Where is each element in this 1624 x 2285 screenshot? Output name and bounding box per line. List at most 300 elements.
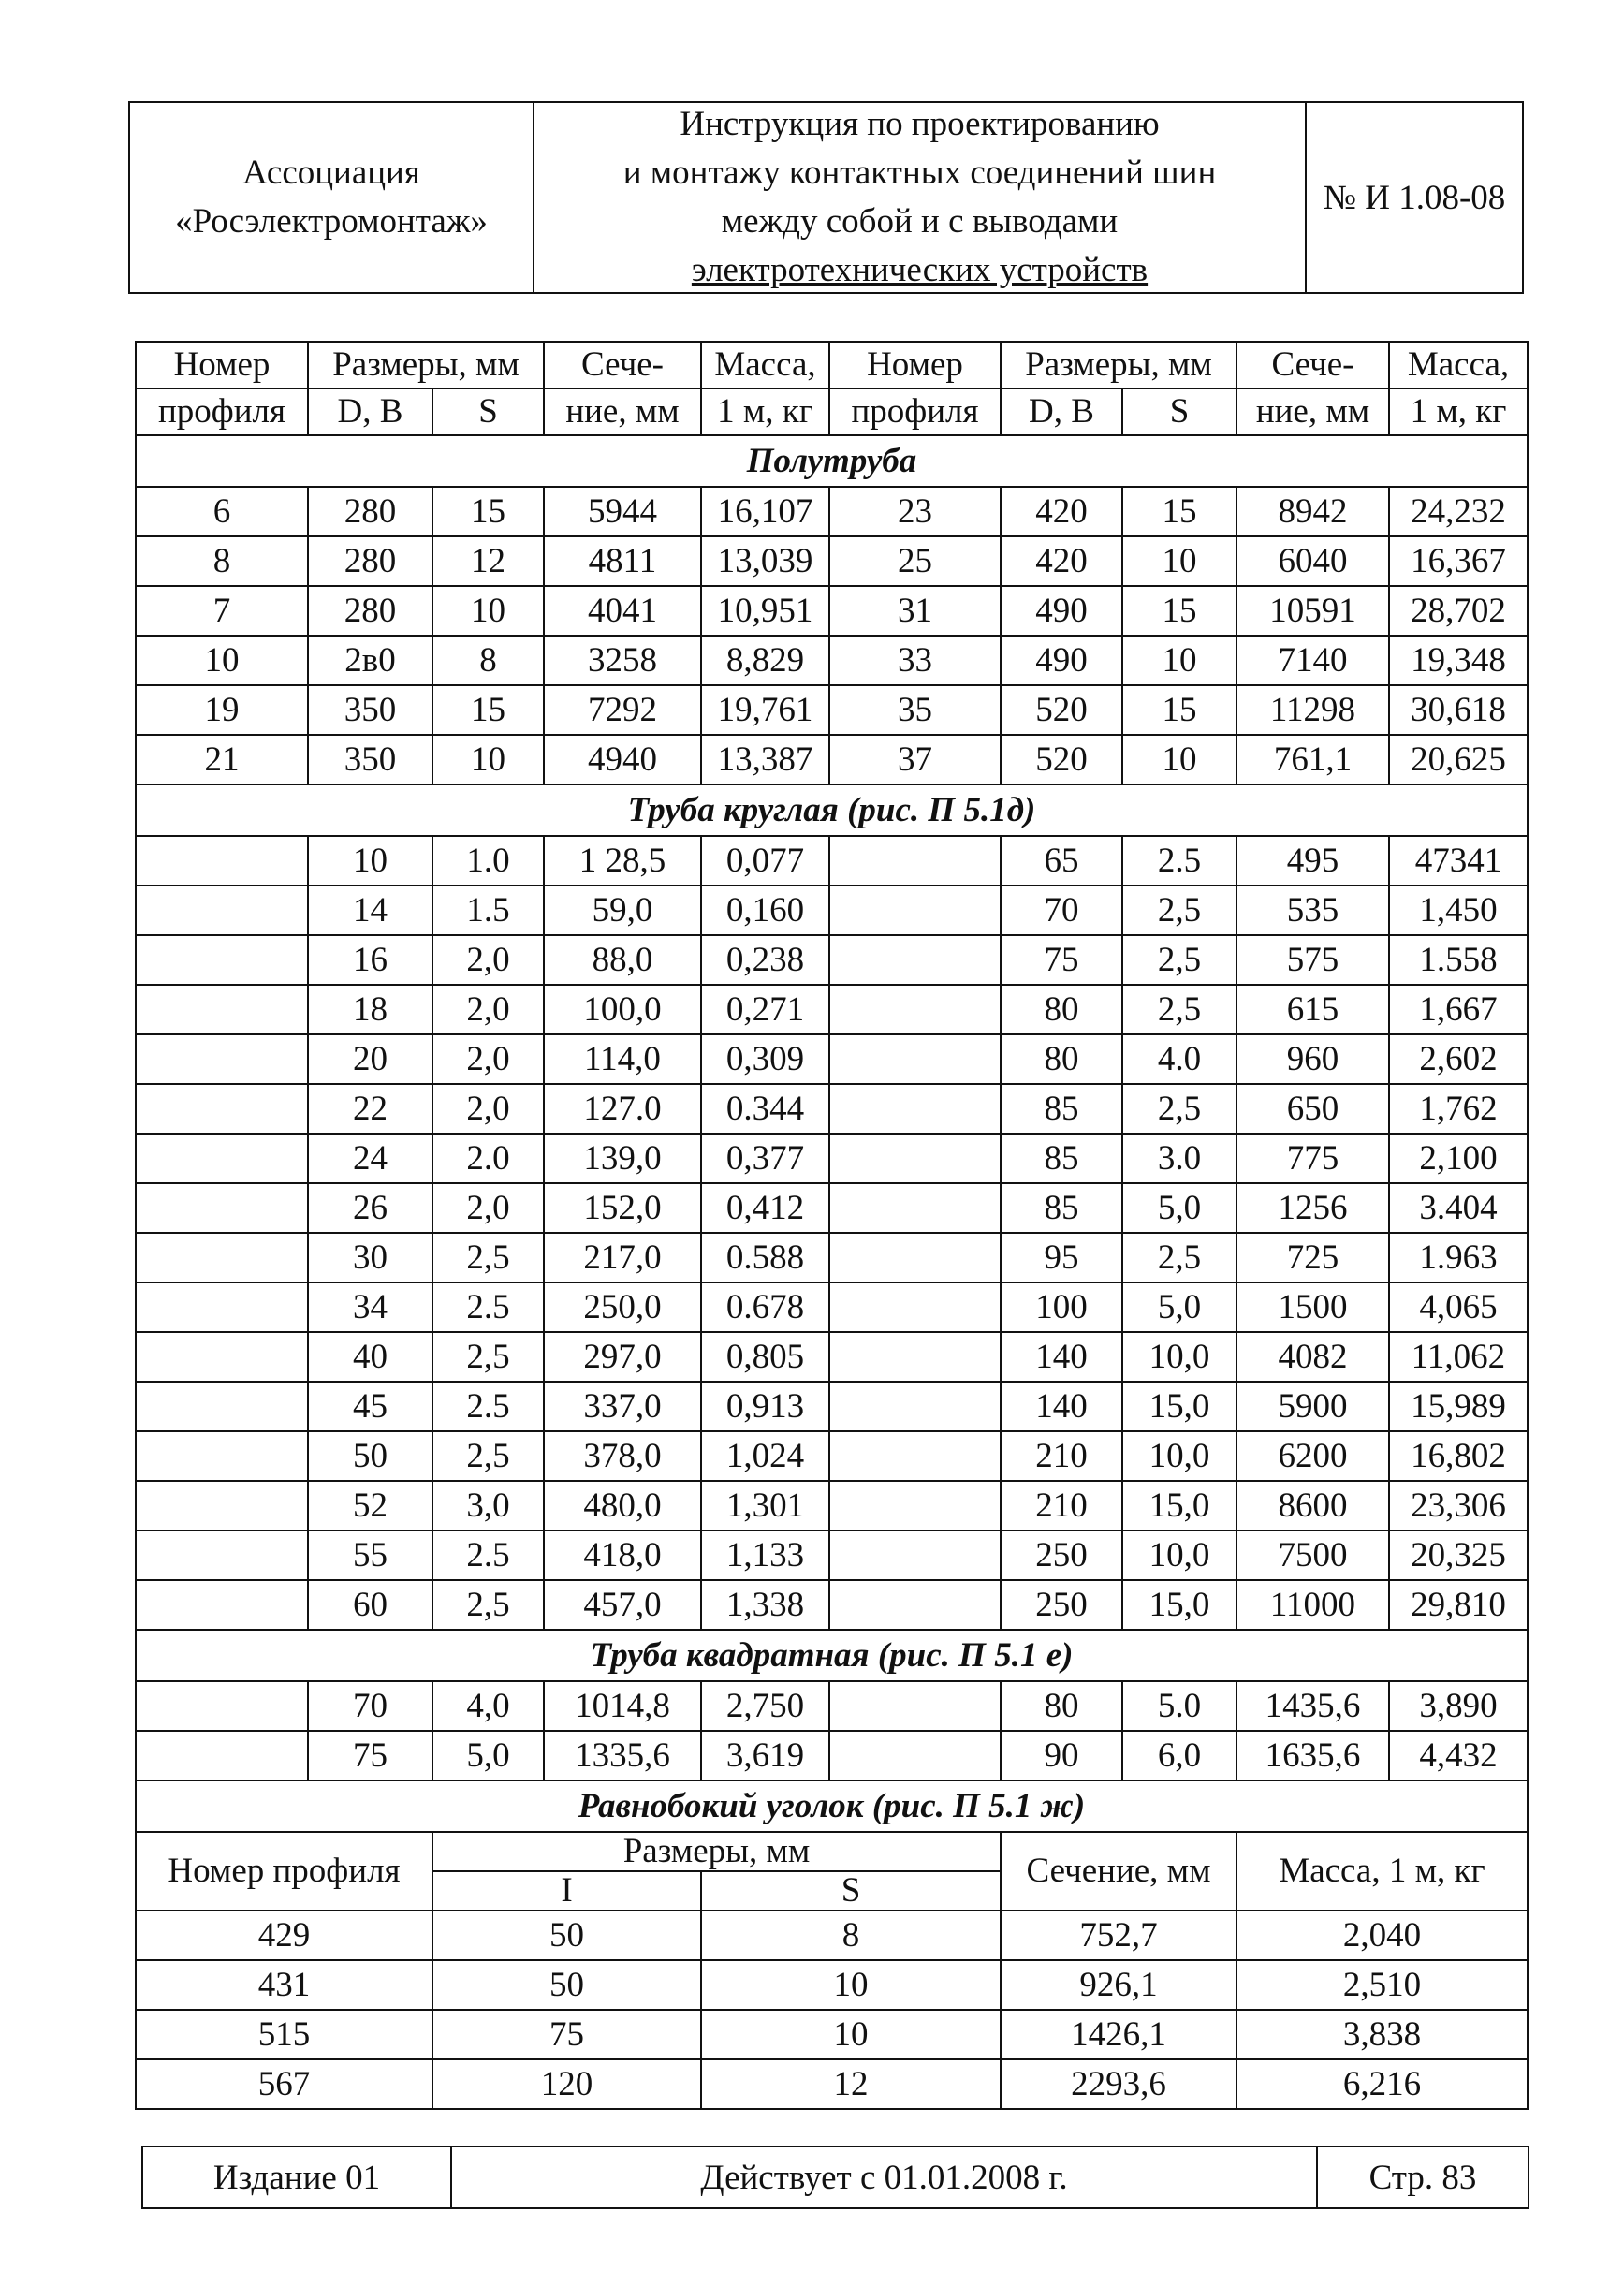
table-cell [136, 935, 308, 985]
table-cell: 75 [1001, 935, 1122, 985]
table-cell: 1635,6 [1236, 1731, 1389, 1780]
table-cell: 6,0 [1122, 1731, 1236, 1780]
table-cell [829, 1084, 1001, 1134]
table-cell [136, 1233, 308, 1282]
table-row [136, 1531, 1528, 1580]
table-cell: 4,0 [432, 1681, 544, 1731]
table-cell [829, 1431, 1001, 1481]
table-row [136, 1332, 1528, 1382]
table-cell: 28,702 [1389, 586, 1528, 636]
table-cell: 140 [1001, 1382, 1122, 1431]
table-row [136, 1233, 1528, 1282]
table-cell: 52 [308, 1481, 432, 1531]
table-cell [136, 1681, 308, 1731]
table-cell: 2,0 [432, 935, 544, 985]
table-cell: 15,0 [1122, 1481, 1236, 1531]
table-cell: 2,5 [1122, 935, 1236, 985]
table-cell: 420 [1001, 487, 1122, 536]
table-row [136, 586, 1528, 636]
table-cell: 575 [1236, 935, 1389, 985]
table-cell: 650 [1236, 1084, 1389, 1134]
table-cell: 47341 [1389, 836, 1528, 886]
column-header-row-2 [136, 388, 1528, 435]
table-cell: 24 [308, 1134, 432, 1183]
table-cell [829, 1531, 1001, 1580]
table-cell: 1,450 [1389, 886, 1528, 935]
table-cell: 16,802 [1389, 1431, 1528, 1481]
profiles-table [135, 341, 1529, 2110]
table-cell: 20,625 [1389, 735, 1528, 784]
table-cell: 23,306 [1389, 1481, 1528, 1531]
table-cell: 2,5 [1122, 1084, 1236, 1134]
table-cell: 15,989 [1389, 1382, 1528, 1431]
table-row [136, 2059, 1528, 2109]
table-row [136, 1134, 1528, 1183]
table-cell: 2,040 [1236, 1911, 1528, 1960]
table-cell: 0.678 [701, 1282, 829, 1332]
table-cell: 10,0 [1122, 1332, 1236, 1382]
table-row [136, 1960, 1528, 2010]
table-cell: 210 [1001, 1431, 1122, 1481]
table-cell: 2,5 [432, 1580, 544, 1630]
table-cell: 217,0 [544, 1233, 701, 1282]
table-cell: 1,762 [1389, 1084, 1528, 1134]
table-cell [829, 1332, 1001, 1382]
table-cell: 752,7 [1001, 1911, 1236, 1960]
table-cell: 0,077 [701, 836, 829, 886]
section-title: Труба квадратная (рис. П 5.1 е) [136, 1630, 1528, 1681]
table-cell: 8 [136, 536, 308, 586]
table-row [136, 886, 1528, 935]
edition: Издание 01 [143, 2147, 452, 2207]
table-row [136, 1034, 1528, 1084]
angle-col-sizes: Размеры, мм [432, 1832, 1001, 1871]
table-cell [829, 836, 1001, 886]
table-cell: 7292 [544, 685, 701, 735]
angle-col-section: Сечение, мм [1001, 1832, 1236, 1911]
table-cell: 15,0 [1122, 1382, 1236, 1431]
table-cell: 0,271 [701, 985, 829, 1034]
table-cell: 297,0 [544, 1332, 701, 1382]
col-header-profile: профиля [829, 388, 1001, 435]
table-cell: 140 [1001, 1332, 1122, 1382]
table-cell [829, 1183, 1001, 1233]
table-cell: 3.0 [1122, 1134, 1236, 1183]
section-angle [136, 1780, 1528, 1832]
table-cell: 10 [1122, 636, 1236, 685]
table-row [136, 536, 1528, 586]
angle-col-mass: Масса, 1 м, кг [1236, 1832, 1528, 1911]
table-cell: 926,1 [1001, 1960, 1236, 2010]
table-cell: 23 [829, 487, 1001, 536]
table-cell: 8942 [1236, 487, 1389, 536]
table-cell: 350 [308, 685, 432, 735]
table-cell: 495 [1236, 836, 1389, 886]
table-cell: 1426,1 [1001, 2010, 1236, 2059]
col-header-s: S [432, 388, 544, 435]
table-cell: 5,0 [1122, 1282, 1236, 1332]
document-header [128, 101, 1524, 294]
table-row [136, 1431, 1528, 1481]
col-header-db: D, B [308, 388, 432, 435]
table-cell: 16,367 [1389, 536, 1528, 586]
table-cell: 1,301 [701, 1481, 829, 1531]
table-cell: 3.404 [1389, 1183, 1528, 1233]
table-cell: 15 [1122, 586, 1236, 636]
table-cell: 88,0 [544, 935, 701, 985]
table-cell: 31 [829, 586, 1001, 636]
table-cell: 19,761 [701, 685, 829, 735]
table-cell: 60 [308, 1580, 432, 1630]
table-cell: 10 [701, 1960, 1001, 2010]
table-cell: 7 [136, 586, 308, 636]
table-cell: 7140 [1236, 636, 1389, 685]
table-cell [136, 1382, 308, 1431]
table-cell: 2,100 [1389, 1134, 1528, 1183]
table-cell [136, 1481, 308, 1531]
table-cell: 1.558 [1389, 935, 1528, 985]
table-cell: 26 [308, 1183, 432, 1233]
table-cell [829, 1034, 1001, 1084]
table-cell: 70 [308, 1681, 432, 1731]
table-cell: 2,5 [432, 1233, 544, 1282]
table-cell: 2,5 [432, 1431, 544, 1481]
table-cell: 16 [308, 935, 432, 985]
col-header-mass: 1 м, кг [1389, 388, 1528, 435]
table-cell: 8 [701, 1911, 1001, 1960]
table-cell: 2,5 [1122, 1233, 1236, 1282]
col-header-s: S [1122, 388, 1236, 435]
table-cell: 1,024 [701, 1431, 829, 1481]
table-cell [829, 1134, 1001, 1183]
table-cell: 420 [1001, 536, 1122, 586]
table-cell: 210 [1001, 1481, 1122, 1531]
table-cell: 1335,6 [544, 1731, 701, 1780]
table-cell: 520 [1001, 735, 1122, 784]
table-cell: 10 [308, 836, 432, 886]
angle-col-s: S [701, 1871, 1001, 1911]
table-cell: 10 [136, 636, 308, 685]
table-cell: 22 [308, 1084, 432, 1134]
table-cell [136, 886, 308, 935]
table-cell: 2,5 [432, 1332, 544, 1382]
table-cell: 11000 [1236, 1580, 1389, 1630]
table-cell: 10 [432, 735, 544, 784]
table-cell [136, 985, 308, 1034]
table-cell: 19,348 [1389, 636, 1528, 685]
table-cell: 775 [1236, 1134, 1389, 1183]
table-row [136, 1183, 1528, 1233]
table-cell: 70 [1001, 886, 1122, 935]
table-cell: 40 [308, 1332, 432, 1382]
table-cell: 1,667 [1389, 985, 1528, 1034]
table-cell: 1.0 [432, 836, 544, 886]
table-cell [829, 1580, 1001, 1630]
col-header-db: D, B [1001, 388, 1122, 435]
table-row [136, 836, 1528, 886]
table-cell: 4082 [1236, 1332, 1389, 1382]
section-title: Равнобокий уголок (рис. П 5.1 ж) [136, 1780, 1528, 1832]
col-header-section: ние, мм [1236, 388, 1389, 435]
table-cell: 0,412 [701, 1183, 829, 1233]
table-cell [136, 1332, 308, 1382]
section-half-pipe [136, 435, 1528, 487]
table-cell: 37 [829, 735, 1001, 784]
table-cell: 2.5 [432, 1282, 544, 1332]
angle-header-row-1 [136, 1832, 1528, 1871]
table-cell: 10 [432, 586, 544, 636]
table-cell: 2в0 [308, 636, 432, 685]
org-line-2: «Росэлектромонтаж» [175, 202, 488, 241]
table-cell: 2293,6 [1001, 2059, 1236, 2109]
table-cell: 21 [136, 735, 308, 784]
table-cell: 378,0 [544, 1431, 701, 1481]
col-header-section: Сече- [544, 342, 701, 388]
table-row [136, 636, 1528, 685]
table-cell [829, 985, 1001, 1034]
table-cell: 4,432 [1389, 1731, 1528, 1780]
table-cell: 3,619 [701, 1731, 829, 1780]
table-cell: 100,0 [544, 985, 701, 1034]
table-cell: 1500 [1236, 1282, 1389, 1332]
table-cell [829, 1731, 1001, 1780]
table-cell: 1 28,5 [544, 836, 701, 886]
table-cell: 8 [432, 636, 544, 685]
section-round-pipe [136, 784, 1528, 836]
table-cell: 5,0 [432, 1731, 544, 1780]
table-cell: 3,890 [1389, 1681, 1528, 1731]
table-cell: 490 [1001, 586, 1122, 636]
table-cell: 10,0 [1122, 1531, 1236, 1580]
table-cell: 33 [829, 636, 1001, 685]
table-cell: 2,0 [432, 1034, 544, 1084]
table-cell: 45 [308, 1382, 432, 1431]
table-cell: 6 [136, 487, 308, 536]
table-cell: 5900 [1236, 1382, 1389, 1431]
table-cell [829, 1233, 1001, 1282]
table-cell: 12 [432, 536, 544, 586]
table-cell [829, 1481, 1001, 1531]
table-cell [829, 886, 1001, 935]
table-cell: 13,039 [701, 536, 829, 586]
table-cell: 2,750 [701, 1681, 829, 1731]
table-cell: 35 [829, 685, 1001, 735]
table-row [136, 1084, 1528, 1134]
table-row [136, 1911, 1528, 1960]
table-cell: 2.5 [432, 1531, 544, 1580]
table-cell [136, 1134, 308, 1183]
table-cell: 90 [1001, 1731, 1122, 1780]
table-cell: 2,510 [1236, 1960, 1528, 2010]
table-cell: 80 [1001, 1681, 1122, 1731]
col-header-mass: 1 м, кг [701, 388, 829, 435]
organization-name [130, 103, 534, 292]
table-row [136, 1382, 1528, 1431]
table-cell: 520 [1001, 685, 1122, 735]
table-cell: 7500 [1236, 1531, 1389, 1580]
table-cell: 337,0 [544, 1382, 701, 1431]
table-cell: 1256 [1236, 1183, 1389, 1233]
table-cell: 15 [432, 685, 544, 735]
table-cell: 12 [701, 2059, 1001, 2109]
table-cell: 50 [432, 1911, 701, 1960]
table-cell: 960 [1236, 1034, 1389, 1084]
document-title [534, 103, 1307, 292]
table-cell: 3,0 [432, 1481, 544, 1531]
col-header-sizes: Размеры, мм [308, 342, 544, 388]
table-cell: 250 [1001, 1580, 1122, 1630]
col-header-sizes: Размеры, мм [1001, 342, 1236, 388]
table-cell: 2.5 [1122, 836, 1236, 886]
valid-from: Действует с 01.01.2008 г. [452, 2147, 1318, 2207]
column-header-row-1 [136, 342, 1528, 388]
table-cell: 10,951 [701, 586, 829, 636]
table-cell: 1014,8 [544, 1681, 701, 1731]
angle-col-profile: Номер профиля [136, 1832, 432, 1911]
table-row [136, 985, 1528, 1034]
table-cell: 55 [308, 1531, 432, 1580]
table-cell: 2.0 [432, 1134, 544, 1183]
table-cell: 418,0 [544, 1531, 701, 1580]
table-cell: 2,602 [1389, 1034, 1528, 1084]
table-cell [136, 1183, 308, 1233]
table-cell: 11298 [1236, 685, 1389, 735]
section-square-pipe [136, 1630, 1528, 1681]
table-cell [136, 1034, 308, 1084]
table-row [136, 685, 1528, 735]
table-row [136, 735, 1528, 784]
document-footer [141, 2146, 1529, 2209]
table-cell [136, 1282, 308, 1332]
table-cell [136, 1531, 308, 1580]
table-cell: 1,133 [701, 1531, 829, 1580]
table-cell [136, 1731, 308, 1780]
table-cell: 120 [432, 2059, 701, 2109]
table-cell: 20 [308, 1034, 432, 1084]
table-cell: 480,0 [544, 1481, 701, 1531]
table-cell: 6040 [1236, 536, 1389, 586]
table-cell: 85 [1001, 1183, 1122, 1233]
table-cell: 490 [1001, 636, 1122, 685]
table-cell: 85 [1001, 1084, 1122, 1134]
table-cell: 15 [432, 487, 544, 536]
col-header-profile: Номер [829, 342, 1001, 388]
col-header-profile: профиля [136, 388, 308, 435]
col-header-section: ние, мм [544, 388, 701, 435]
table-cell: 4811 [544, 536, 701, 586]
table-cell: 1,338 [701, 1580, 829, 1630]
table-cell: 5.0 [1122, 1681, 1236, 1731]
table-cell: 8600 [1236, 1481, 1389, 1531]
table-cell: 567 [136, 2059, 432, 2109]
table-cell [829, 935, 1001, 985]
table-row [136, 935, 1528, 985]
col-header-mass: Масса, [1389, 342, 1528, 388]
title-line: Инструкция по проектированию [680, 105, 1160, 143]
table-cell: 114,0 [544, 1034, 701, 1084]
table-cell: 0,238 [701, 935, 829, 985]
table-cell: 50 [432, 1960, 701, 2010]
table-cell [136, 836, 308, 886]
table-cell: 15 [1122, 685, 1236, 735]
table-cell: 4,065 [1389, 1282, 1528, 1332]
table-cell: 30,618 [1389, 685, 1528, 735]
table-cell: 535 [1236, 886, 1389, 935]
angle-col-l: I [432, 1871, 701, 1911]
table-cell: 85 [1001, 1134, 1122, 1183]
table-cell: 250,0 [544, 1282, 701, 1332]
table-cell: 127.0 [544, 1084, 701, 1134]
col-header-profile: Номер [136, 342, 308, 388]
table-cell: 431 [136, 1960, 432, 2010]
table-cell: 15,0 [1122, 1580, 1236, 1630]
table-cell: 0.344 [701, 1084, 829, 1134]
table-cell: 11,062 [1389, 1332, 1528, 1382]
table-cell: 2.5 [432, 1382, 544, 1431]
table-cell: 65 [1001, 836, 1122, 886]
table-cell: 25 [829, 536, 1001, 586]
table-cell: 429 [136, 1911, 432, 1960]
table-cell: 0,160 [701, 886, 829, 935]
table-cell: 5944 [544, 487, 701, 536]
title-line: и монтажу контактных соединений шин [622, 154, 1217, 192]
table-cell: 2,0 [432, 1183, 544, 1233]
table-cell [829, 1681, 1001, 1731]
table-cell: 29,810 [1389, 1580, 1528, 1630]
table-cell [829, 1382, 1001, 1431]
table-cell: 3258 [544, 636, 701, 685]
table-cell: 280 [308, 487, 432, 536]
table-cell: 34 [308, 1282, 432, 1332]
title-line: между собой и с выводами [721, 202, 1119, 241]
table-cell: 0,805 [701, 1332, 829, 1382]
table-cell: 13,387 [701, 735, 829, 784]
table-cell: 3,838 [1236, 2010, 1528, 2059]
table-cell: 4.0 [1122, 1034, 1236, 1084]
table-cell: 14 [308, 886, 432, 935]
table-cell: 8,829 [701, 636, 829, 685]
table-cell: 615 [1236, 985, 1389, 1034]
table-cell: 152,0 [544, 1183, 701, 1233]
table-cell: 4940 [544, 735, 701, 784]
table-cell: 50 [308, 1431, 432, 1481]
table-cell: 2,5 [1122, 886, 1236, 935]
table-cell [136, 1580, 308, 1630]
table-cell: 350 [308, 735, 432, 784]
table-cell [136, 1431, 308, 1481]
table-cell: 6200 [1236, 1431, 1389, 1481]
table-cell: 19 [136, 685, 308, 735]
table-cell: 457,0 [544, 1580, 701, 1630]
table-cell: 75 [432, 2010, 701, 2059]
table-cell: 24,232 [1389, 487, 1528, 536]
table-cell: 2,0 [432, 985, 544, 1034]
table-cell: 2,0 [432, 1084, 544, 1134]
table-cell: 80 [1001, 1034, 1122, 1084]
table-cell: 4041 [544, 586, 701, 636]
section-title: Труба круглая (рис. П 5.1д) [136, 784, 1528, 836]
table-cell [829, 1282, 1001, 1332]
table-cell: 761,1 [1236, 735, 1389, 784]
table-row [136, 1681, 1528, 1731]
table-cell: 2,5 [1122, 985, 1236, 1034]
table-cell: 95 [1001, 1233, 1122, 1282]
table-cell: 280 [308, 586, 432, 636]
table-cell: 10 [701, 2010, 1001, 2059]
table-row [136, 1731, 1528, 1780]
table-cell: 10,0 [1122, 1431, 1236, 1481]
col-header-mass: Масса, [701, 342, 829, 388]
